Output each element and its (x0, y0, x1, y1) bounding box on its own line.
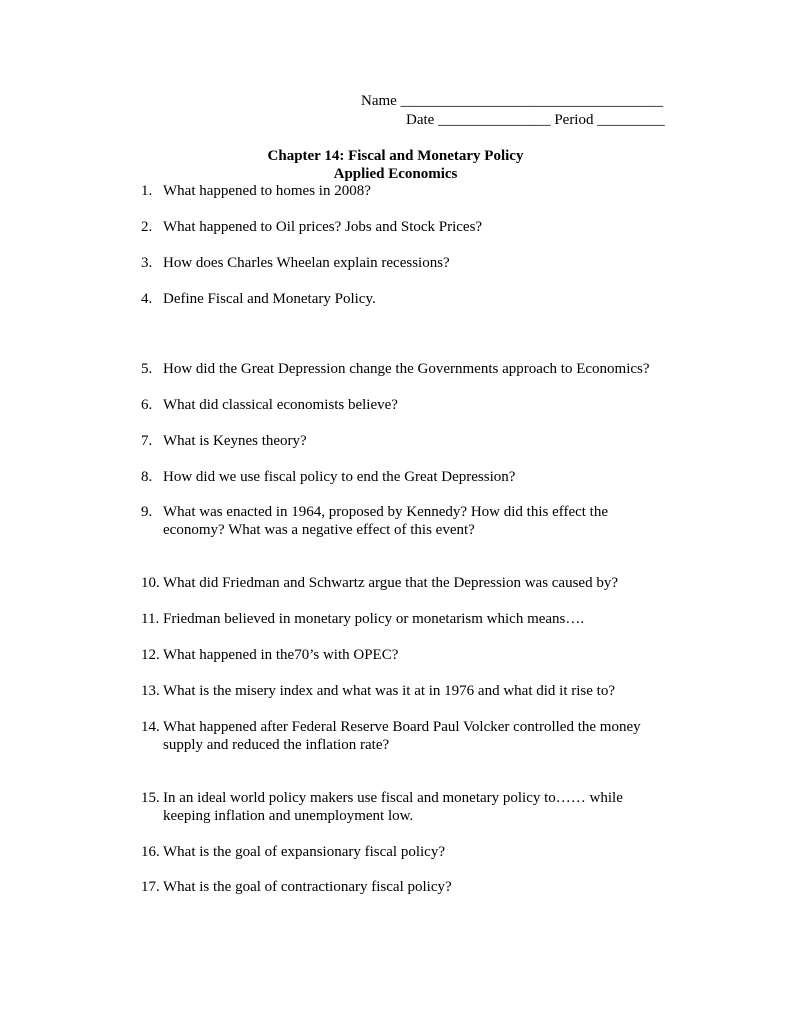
question-number: 5. (141, 361, 153, 377)
question-text: What is the goal of expansionary fiscal policy? (163, 844, 445, 860)
question-number: 10. (141, 575, 160, 591)
question-text: How does Charles Wheelan explain recessions? (163, 255, 450, 271)
question-number: 7. (141, 433, 153, 449)
question-text: Define Fiscal and Monetary Policy. (163, 291, 376, 307)
question-text: What happened to Oil prices? Jobs and Stock Prices? (163, 219, 483, 235)
question-number: 15. (141, 790, 160, 806)
question-number: 2. (141, 219, 153, 235)
question-text: What happened after Federal Reserve Board Paul Volcker controlled the money supply and reduced the inflation rate? (163, 719, 641, 753)
question-number: 6. (141, 397, 153, 413)
question-number: 14. (141, 719, 160, 735)
question-number: 4. (141, 291, 153, 307)
question-text: What did Friedman and Schwartz argue that the Depression was caused by? (163, 575, 618, 591)
question-number: 3. (141, 255, 153, 271)
question-number: 17. (141, 879, 160, 895)
worksheet-title: Chapter 14: Fiscal and Monetary Policy (267, 148, 524, 164)
question-number: 8. (141, 469, 153, 485)
question-text: What was enacted in 1964, proposed by Kennedy? How did this effect the economy? What was a negative effect of this event? (163, 504, 609, 538)
question-number: 9. (141, 504, 153, 520)
name-field-line: Name ___________________________________ (361, 93, 664, 109)
question-text: What is the misery index and what was it at in 1976 and what did it rise to? (163, 683, 615, 699)
question-number: 13. (141, 683, 160, 699)
question-number: 11. (141, 611, 160, 627)
question-text: What is the goal of contractionary fiscal policy? (163, 879, 452, 895)
question-text: What happened to homes in 2008? (163, 183, 371, 199)
question-text: Friedman believed in monetary policy or monetarism which means…. (163, 611, 585, 627)
question-text: What did classical economists believe? (163, 397, 398, 413)
question-text: What happened in the70’s with OPEC? (163, 647, 399, 663)
question-number: 12. (141, 647, 160, 663)
question-text: What is Keynes theory? (163, 433, 307, 449)
question-number: 16. (141, 844, 160, 860)
date-period-field-line: Date _______________ Period _________ (406, 112, 665, 128)
question-text: How did we use fiscal policy to end the Great Depression? (163, 469, 516, 485)
worksheet-subtitle: Applied Economics (333, 166, 458, 182)
question-number: 1. (141, 183, 153, 199)
question-text: In an ideal world policy makers use fiscal and monetary policy to…… while keeping inflation and unemployment low. (163, 790, 623, 824)
question-text: How did the Great Depression change the Governments approach to Economics? (163, 361, 650, 377)
